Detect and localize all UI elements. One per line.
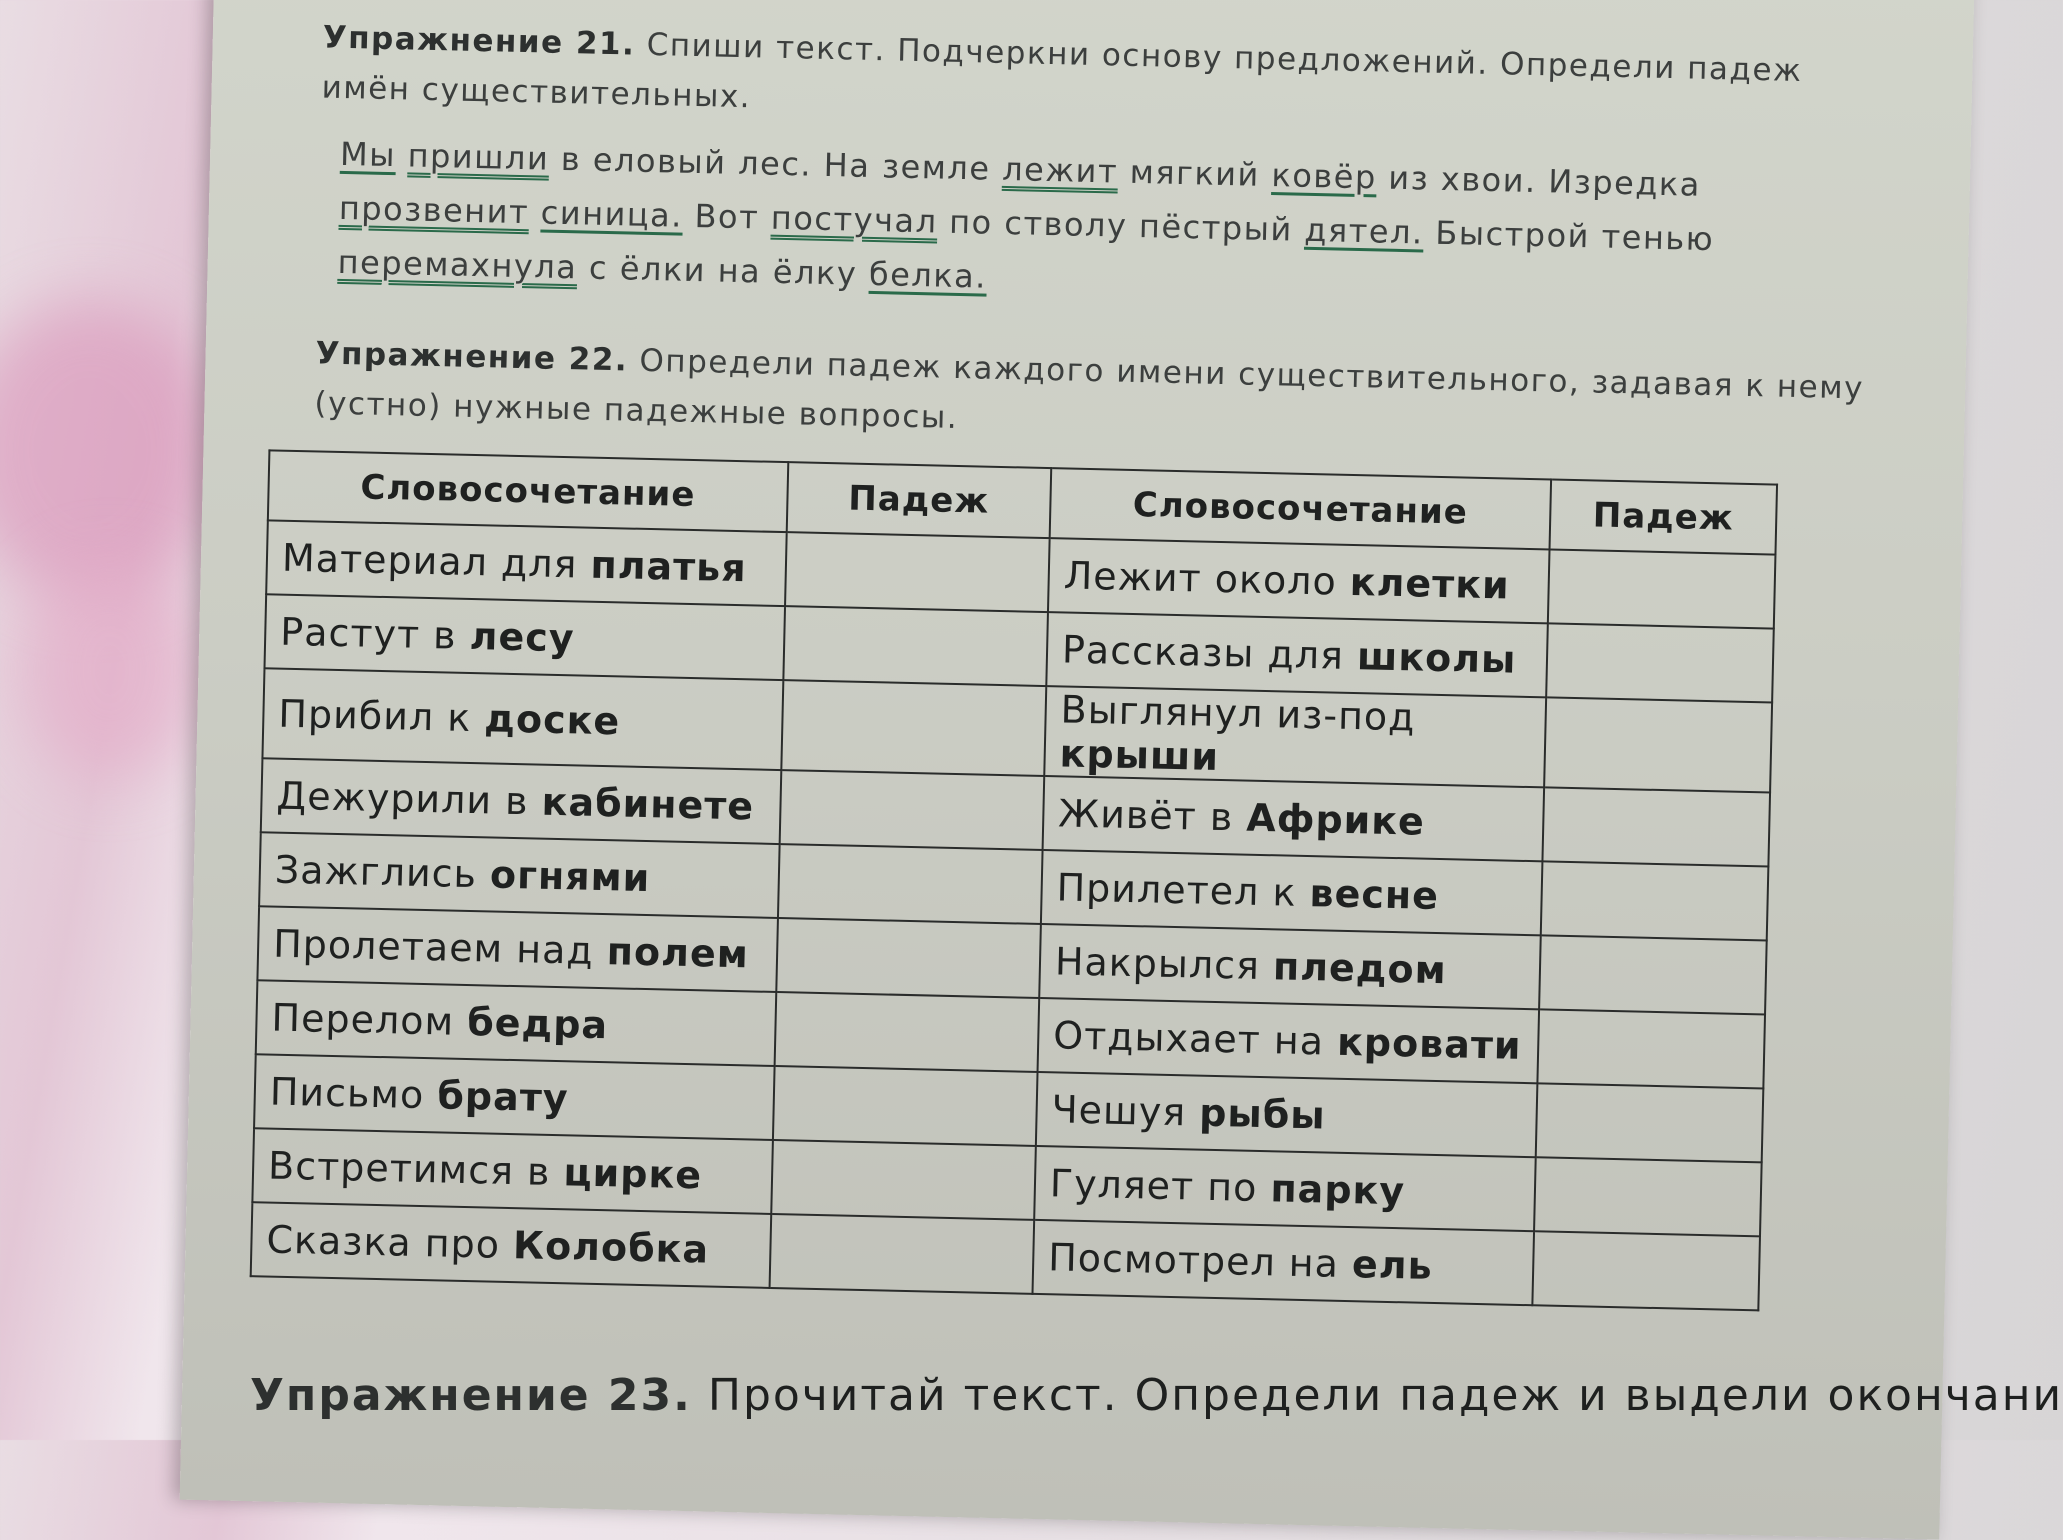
noun-word: крыши xyxy=(1059,731,1220,779)
phrase-text: Растут в xyxy=(279,609,458,658)
text-fragment: Вот xyxy=(694,196,760,237)
subject-word: синица. xyxy=(540,193,684,235)
phrase-text: Сказка про xyxy=(266,1217,501,1267)
phrase-cell xyxy=(1037,998,1539,1083)
phrase-cell xyxy=(1043,776,1545,861)
subject-word: дятел. xyxy=(1303,210,1425,252)
predicate-word: постучал xyxy=(770,198,938,241)
noun-word: пледом xyxy=(1272,944,1448,993)
phrase-text: Встретимся в xyxy=(267,1143,551,1194)
phrase-cell xyxy=(266,520,786,606)
phrase-text: Прилетел к xyxy=(1056,865,1298,915)
phrase-cell xyxy=(259,832,779,918)
phrase-text: Живёт в xyxy=(1057,791,1234,840)
phrase-text: Чешуя xyxy=(1051,1087,1187,1135)
text-fragment: мягкий xyxy=(1129,152,1261,194)
case-answer-cell[interactable] xyxy=(781,680,1046,776)
phrase-text: Накрылся xyxy=(1054,939,1261,988)
phrase-text: Зажглись xyxy=(274,847,478,897)
noun-word: огнями xyxy=(489,852,651,901)
table-body xyxy=(251,520,1776,1310)
predicate-word: перемахнула xyxy=(337,242,578,287)
noun-word: кровати xyxy=(1336,1019,1523,1068)
case-answer-cell[interactable] xyxy=(779,770,1044,850)
phrase-cell xyxy=(257,906,777,992)
phrase-cell xyxy=(1032,1220,1534,1305)
page-content xyxy=(266,12,1883,1313)
case-answer-cell[interactable] xyxy=(769,1214,1034,1294)
case-answer-cell[interactable] xyxy=(783,606,1048,686)
text-fragment: Быстрой тенью xyxy=(1434,213,1715,259)
case-answer-cell[interactable] xyxy=(1548,549,1776,628)
noun-word: бедра xyxy=(466,1000,609,1048)
case-answer-cell[interactable] xyxy=(1539,935,1767,1014)
phrase-cell xyxy=(251,1202,771,1288)
subject-word: Мы xyxy=(339,134,397,175)
exercise-22-heading: Упражнение 22. xyxy=(315,335,629,379)
phrase-cell xyxy=(262,668,783,770)
case-answer-cell[interactable] xyxy=(1544,697,1772,792)
noun-word: парку xyxy=(1269,1166,1406,1214)
noun-word: Африке xyxy=(1245,795,1426,844)
exercise-21-task xyxy=(321,12,1883,147)
case-answer-cell[interactable] xyxy=(773,1066,1038,1146)
case-answer-cell[interactable] xyxy=(1542,787,1770,866)
predicate-word: лежит xyxy=(1001,149,1119,191)
phrase-cell xyxy=(261,758,781,844)
noun-word: ель xyxy=(1351,1242,1434,1288)
phrase-cell xyxy=(1039,924,1541,1009)
noun-word: полем xyxy=(606,929,750,977)
phrase-cell xyxy=(1041,850,1543,935)
noun-word: доске xyxy=(483,696,621,744)
exercise-21-instruction: Спиши текст. Подчеркни основу предложений. Определи падеж имён существительных. xyxy=(321,26,1803,116)
phrase-cell xyxy=(1036,1072,1538,1157)
phrase-text: Перелом xyxy=(271,995,455,1044)
case-answer-cell[interactable] xyxy=(771,1140,1036,1220)
phrase-cell xyxy=(256,980,776,1066)
column-header-phrase: Словосочетание xyxy=(268,450,788,532)
phrase-cell xyxy=(1044,686,1546,787)
case-answer-cell[interactable] xyxy=(776,918,1041,998)
case-answer-cell[interactable] xyxy=(1532,1231,1760,1310)
phrase-cell xyxy=(1034,1146,1536,1231)
exercise-23-heading: Упражнение 23. xyxy=(250,1370,692,1421)
phrase-text: Пролетаем над xyxy=(272,921,595,973)
noun-word: Колобка xyxy=(512,1223,710,1272)
textbook-page xyxy=(180,0,1975,1540)
phrase-cell xyxy=(252,1128,772,1214)
phrase-text: Рассказы для xyxy=(1061,627,1345,678)
noun-word: кабинете xyxy=(541,779,755,829)
phrase-cell xyxy=(1048,538,1550,623)
case-answer-cell[interactable] xyxy=(1534,1157,1762,1236)
noun-word: клетки xyxy=(1349,559,1511,608)
phrase-text: Дежурили в xyxy=(276,773,530,824)
phrase-text: Выглянул из-под xyxy=(1060,687,1416,740)
paper-stain xyxy=(0,300,220,600)
noun-word: брату xyxy=(436,1073,570,1121)
phrase-text: Материал для xyxy=(281,535,578,587)
column-header-case: Падеж xyxy=(1550,479,1777,554)
phrase-text: Гуляет по xyxy=(1049,1161,1258,1210)
case-answer-cell[interactable] xyxy=(1541,861,1769,940)
phrase-text: Лежит около xyxy=(1063,553,1338,604)
phrase-cell xyxy=(264,594,784,680)
text-fragment: в еловый лес. На земле xyxy=(560,139,991,188)
noun-word: цирке xyxy=(563,1150,703,1198)
phrase-text: Письмо xyxy=(269,1069,425,1118)
exercise-22-instruction: Определи падеж каждого имени существительного, задавая к нему (устно) нужные падежные вопросы. xyxy=(314,342,1865,436)
phrase-cell xyxy=(254,1054,774,1140)
case-answer-cell[interactable] xyxy=(1537,1009,1765,1088)
noun-word: весне xyxy=(1309,871,1440,919)
phrase-cell xyxy=(1046,612,1548,697)
text-fragment: с ёлки на ёлку xyxy=(588,248,858,293)
subject-word: белка. xyxy=(868,254,988,296)
phrase-text: Отдыхает на xyxy=(1052,1013,1325,1064)
noun-word: лесу xyxy=(469,613,576,661)
noun-word: платья xyxy=(590,542,748,591)
phrase-text: Прибил к xyxy=(277,691,472,741)
case-answer-cell[interactable] xyxy=(774,992,1039,1072)
paper-stain xyxy=(20,560,200,780)
cases-table xyxy=(250,449,1778,1311)
subject-word: ковёр xyxy=(1271,156,1378,197)
exercise-22-task xyxy=(314,328,1876,463)
case-answer-cell[interactable] xyxy=(778,844,1043,924)
exercise-23-instruction: Прочитай текст. Определи падеж и выдели окончани xyxy=(707,1370,2063,1421)
predicate-word: прозвенит xyxy=(338,188,530,232)
column-header-phrase: Словосочетание xyxy=(1050,468,1552,549)
text-fragment: из хвои. Изредка xyxy=(1387,158,1702,204)
exercise-21-heading: Упражнение 21. xyxy=(322,19,636,63)
case-answer-cell[interactable] xyxy=(1536,1083,1764,1162)
column-header-case: Падеж xyxy=(786,462,1051,538)
exercise-21-text xyxy=(337,127,1880,324)
noun-word: рыбы xyxy=(1198,1090,1327,1138)
phrase-text: Посмотрел на xyxy=(1047,1235,1340,1286)
noun-word: школы xyxy=(1356,634,1517,682)
case-answer-cell[interactable] xyxy=(785,532,1050,612)
text-fragment: по стволу пёстрый xyxy=(948,202,1294,249)
predicate-word: пришли xyxy=(407,136,550,178)
exercise-23-task xyxy=(250,1370,2063,1421)
case-answer-cell[interactable] xyxy=(1546,623,1774,702)
